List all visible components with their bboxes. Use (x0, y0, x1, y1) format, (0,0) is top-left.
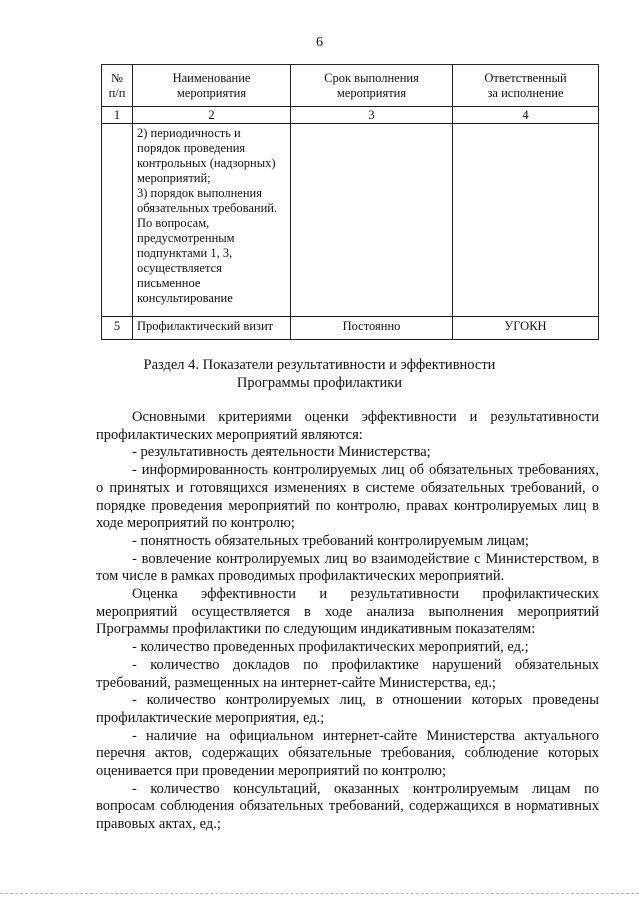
list-item: - количество контролируемых лиц, в отношении которых проведены профилактические мероприятия, ед.; (96, 692, 599, 726)
paragraph: Основными критериями оценки эффективности и результативности профилактических мероприятий являются: (96, 409, 599, 443)
column-number: 3 (291, 107, 453, 124)
column-number: 2 (133, 107, 291, 124)
section-title-line: Раздел 4. Показатели результативности и эффективности (143, 357, 496, 373)
section-title-line: Программы профилактики (236, 375, 403, 391)
row-deadline: Постоянно (291, 317, 453, 340)
header-deadline: Срок выполнения мероприятия (291, 65, 453, 107)
header-number: № п/п (102, 65, 133, 107)
list-item: - информированность контролируемых лиц об обязательных требованиях, о принятых и готовящихся изменениях в системе обязательных требований, о порядке проведения мероприятий по контролю, правах контролируемых лиц в ходе мероприятий по контролю; (96, 462, 599, 532)
row-responsible: УГОКН (453, 317, 599, 340)
list-item: - понятность обязательных требований контролируемым лицам; (132, 532, 529, 549)
table-header-row (102, 65, 599, 107)
section-body (96, 409, 599, 834)
row-number: 5 (102, 317, 133, 340)
scan-edge-line (0, 893, 639, 894)
paragraph: Оценка эффективности и результативности профилактических мероприятий осуществляется в ходе анализа выполнения мероприятий Программы профилактики по следующим индикативным показателям: (96, 586, 599, 638)
column-number-row (102, 107, 599, 124)
column-number: 4 (453, 107, 599, 124)
row-responsible (453, 124, 599, 317)
list-item: - количество консультаций, оказанных контролируемым лицам по вопросам соблюдения обязательных требований, содержащихся в нормативных правовых актах, ед.; (96, 780, 599, 833)
list-item: - количество проведенных профилактических мероприятий, ед.; (132, 639, 529, 656)
section-heading (0, 356, 639, 392)
list-item: - результативность деятельности Министерства; (132, 444, 431, 461)
list-item: - количество докладов по профилактике нарушений обязательных требований, размещенных на интернет-сайте Министерства, ед.; (96, 656, 599, 691)
row-number (102, 124, 133, 317)
row-measure-name: 2) периодичность и порядок проведения контрольных (надзорных) мероприятий; 3) порядок выполнения обязательных требований. По вопросам, предусмотренным подпунктами 1, 3, осуществляется письменное консультирование (133, 124, 291, 317)
row-deadline (291, 124, 453, 317)
page-number: 6 (316, 35, 323, 50)
measures-table (101, 64, 599, 340)
list-item: - вовлечение контролируемых лиц во взаимодействие с Министерством, в том числе в рамках проводимых профилактических мероприятий. (96, 550, 599, 585)
header-responsible: Ответственный за исполнение (453, 65, 599, 107)
list-item: - наличие на официальном интернет-сайте Министерства актуального перечня актов, содержащих обязательные требования, соблюдение которых оценивается при проведении мероприятий по контролю; (96, 727, 599, 780)
table-row (102, 124, 599, 317)
row-measure-name: Профилактический визит (133, 317, 291, 340)
column-number: 1 (102, 107, 133, 124)
table-row (102, 317, 599, 340)
header-measure-name: Наименование мероприятия (133, 65, 291, 107)
